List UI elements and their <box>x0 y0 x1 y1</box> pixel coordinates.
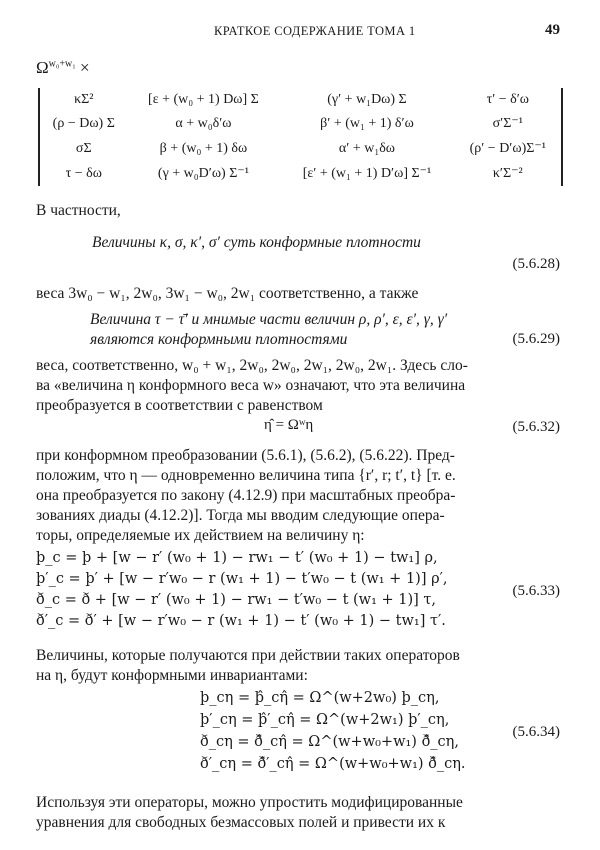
paragraph-line: преобразуется в соответствии с равенством <box>36 397 323 414</box>
matrix-cell: τ′ − δ′ω <box>486 91 530 107</box>
paragraph-line: положим, что η — одновременно величина типа {r′, r; t′, t} [т. е. <box>36 467 456 484</box>
paragraph-line: Используя эти операторы, можно упростить модифицированные <box>36 794 463 811</box>
weights-line: веса 3w₀ − w₁, 2w₀, 3w₁ − w₀, 2w₁ соответственно, а также <box>36 285 419 302</box>
matrix-cell: (γ′ + w₁Dω) Σ <box>327 91 407 107</box>
matrix-cell: α + w₀δ′ω <box>175 115 232 131</box>
conformal-invariant: þ_cη = þ̂_cη̂ = Ω^(w+2w₀) þ_cη, <box>200 690 440 706</box>
equation-number: (5.6.29) <box>512 331 560 347</box>
operator-definition: ð′_c = ð′ + [w − r′w₀ − r (w₁ + 1) − t′ (w₀ + 1) − tw₁] τ′. <box>36 613 446 629</box>
paragraph-line: на η, будут конформными инвариантами: <box>36 667 308 684</box>
omega-exponent: w₀+w₁ <box>48 58 76 70</box>
statement-conformal-densities: Величины κ, σ, κ′, σ′ суть конформные плотности <box>92 234 421 251</box>
matrix-row <box>40 88 561 111</box>
equation-number: (5.6.32) <box>512 419 560 435</box>
paragraph-line: зованиях диады (4.12.2)]. Тогда мы вводим следующие опера- <box>36 507 445 524</box>
equation-number: (5.6.28) <box>512 256 560 272</box>
matrix-cell: α′ + w₁δω <box>338 140 396 156</box>
statement-imaginary-parts-2: являются конформными плотностями <box>90 331 348 348</box>
matrix-cell: (ρ − Dω) Σ <box>52 115 115 131</box>
matrix-cell: σΣ <box>75 140 92 156</box>
equation-number: (5.6.34) <box>512 724 560 740</box>
matrix-prefix <box>36 58 90 78</box>
statement-imaginary-parts-1: Величина τ − τ̄′ и мнимые части величин ρ, ρ′, ε, ε′, γ, γ′ <box>90 311 448 328</box>
matrix-cell: [ε + (w₀ + 1) Dω] Σ <box>148 91 259 107</box>
in-particular-line: В частности, <box>36 202 121 219</box>
matrix-row <box>40 161 561 186</box>
matrix-row <box>40 136 561 161</box>
equation-conformal-weight: η̂ = Ωʷη <box>264 417 314 433</box>
running-title: КРАТКОЕ СОДЕРЖАНИЕ ТОМА 1 <box>214 24 416 38</box>
conformal-invariant: ð′_cη = ð̂′_cη̂ = Ω^(w+w₀+w₁) ð̂_cη. <box>200 756 466 772</box>
omega-symbol: Ω <box>36 58 49 77</box>
matrix-cell: β + (w₀ + 1) δω <box>159 140 248 156</box>
paragraph-line: Величины, которые получаются при действии таких операторов <box>36 647 460 664</box>
cross-product-symbol: × <box>79 58 90 77</box>
matrix-table <box>40 88 561 186</box>
paragraph-line: веса, соответственно, w₀ + w₁, 2w₀, 2w₀, 2w₁, 2w₀, 2w₁. Здесь сло- <box>36 357 468 374</box>
operator-definition: þ_c = þ + [w − r′ (w₀ + 1) − rw₁ − t′ (w₀ + 1) − tw₁] ρ, <box>36 550 438 566</box>
page-number: 49 <box>545 22 560 38</box>
matrix-cell: κΣ² <box>74 91 94 107</box>
operator-definition: ð_c = ð + [w − r′ (w₀ + 1) − rw₁ − t′w₀ − t (w₁ + 1)] τ, <box>36 592 437 608</box>
transformation-matrix <box>38 88 563 186</box>
paragraph-line: ва «величина η конформного веса w» означают, что эта величина <box>36 377 466 394</box>
paragraph-line: торы, определяемые их действием на величину η: <box>36 527 365 544</box>
matrix-cell: (ρ′ − D′ω)Σ⁻¹ <box>469 141 546 157</box>
operator-definition: þ′_c = þ′ + [w − r′w₀ − r (w₁ + 1) − t′w₀ − t (w₁ + 1)] ρ′, <box>36 571 448 587</box>
matrix-cell: κ′Σ⁻² <box>492 166 523 182</box>
matrix-cell: β′ + (w₁ + 1) δ′ω <box>320 115 414 131</box>
matrix-cell: [ε′ + (w₁ + 1) D′ω] Σ⁻¹ <box>302 166 432 182</box>
matrix-cell: (γ + w₀D′ω) Σ⁻¹ <box>157 166 249 182</box>
conformal-invariant: ð_cη = ð̂_cη̂ = Ω^(w+w₀+w₁) ð̂_cη, <box>200 734 459 750</box>
paragraph-line: при конформном преобразовании (5.6.1), (5.6.2), (5.6.22). Пред- <box>36 447 455 464</box>
matrix-cell: τ − δω <box>65 165 102 181</box>
matrix-row <box>40 111 561 136</box>
conformal-invariant: þ′_cη = þ̂′_cη̂ = Ω^(w+2w₁) þ′_cη, <box>200 712 450 728</box>
paragraph-line: уравнения для свободных безмассовых полей и привести их к <box>36 814 446 831</box>
equation-number: (5.6.33) <box>512 583 560 599</box>
paragraph-line: она преобразуется по закону (4.12.9) при масштабных преобра- <box>36 487 456 504</box>
matrix-cell: σ′Σ⁻¹ <box>492 116 523 132</box>
